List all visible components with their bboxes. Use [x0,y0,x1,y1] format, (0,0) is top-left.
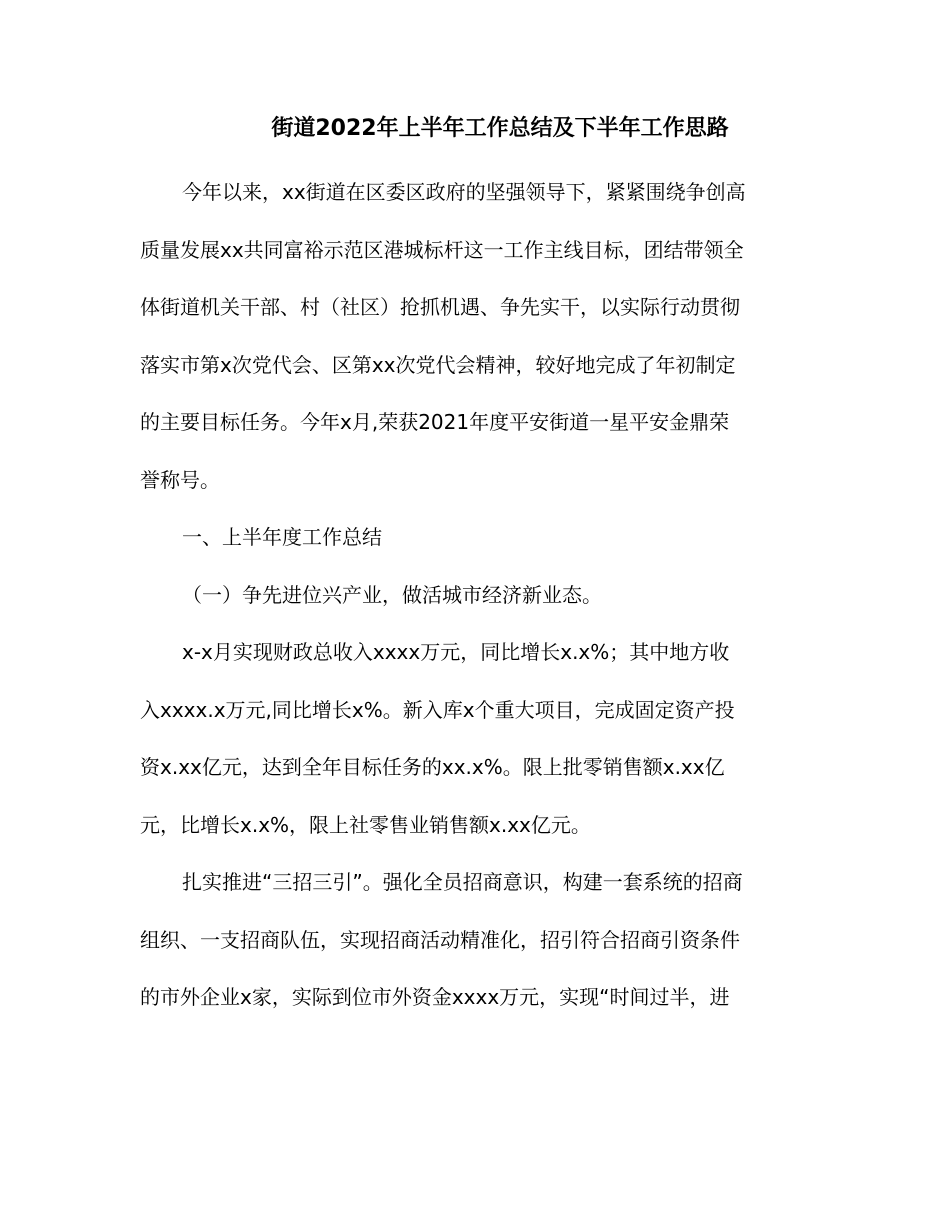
section-heading: 一、上半年度工作总结 [182,525,382,549]
paragraph-line: 组织、一支招商队伍，实现招商活动精准化，招引符合招商引资条件 [140,928,740,952]
paragraph-line: 质量发展xx共同富裕示范区港城标杆这一工作主线目标，团结带领全 [140,238,744,262]
document-title: 街道2022年上半年工作总结及下半年工作思路 [271,116,729,141]
paragraph-line: 今年以来，xx街道在区委区政府的坚强领导下，紧紧围绕争创高 [182,180,746,204]
subsection-heading: （一）争先进位兴产业，做活城市经济新业态。 [182,583,602,607]
paragraph-line: 体街道机关干部、村（社区）抢抓机遇、争先实干，以实际行动贯彻 [140,295,740,319]
paragraph-line: 入xxxx.x万元,同比增长x%。新入库x个重大项目，完成固定资产投 [140,698,735,722]
paragraph-line: x-x月实现财政总收入xxxx万元，同比增长x.x%；其中地方收 [182,640,730,664]
paragraph-line: 资x.xx亿元，达到全年目标任务的xx.x%。限上批零销售额x.xx亿 [140,755,725,779]
paragraph-line: 的主要目标任务。今年x月,荣获2021年度平安街道一星平安金鼎荣 [140,410,730,434]
paragraph-line: 元，比增长x.x%，限上社零售业销售额x.xx亿元。 [140,813,591,837]
paragraph-line: 扎实推进“三招三引”。强化全员招商意识，构建一套系统的招商 [182,870,743,894]
paragraph-line: 落实市第x次党代会、区第xx次党代会精神，较好地完成了年初制定 [140,353,736,377]
paragraph-line: 的市外企业x家，实际到位市外资金xxxx万元，实现“时间过半，进 [140,985,730,1009]
paragraph-line: 誉称号。 [140,468,220,492]
